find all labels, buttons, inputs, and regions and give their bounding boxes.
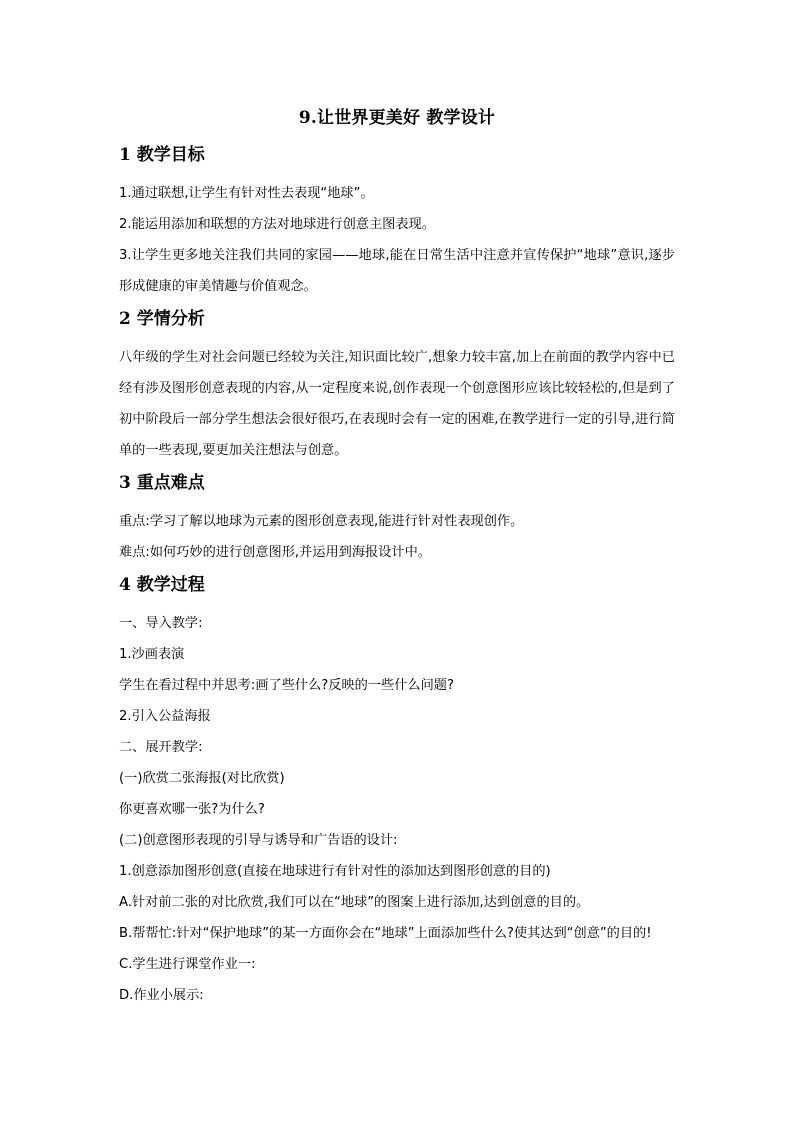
section-body-analysis (119, 342, 675, 466)
document-content (119, 104, 675, 1015)
paragraph: 1.沙画表演 (119, 647, 185, 662)
paragraph: 1.通过联想,让学生有针对性去表现“地球”。 (119, 186, 374, 201)
section-body-process (119, 608, 675, 1011)
section-heading-key-points: 3 重点难点 (119, 473, 205, 493)
paragraph: 重点:学习了解以地球为元素的图形创意表现,能进行针对性表现创作。 (119, 514, 524, 529)
paragraph: 3.让学生更多地关注我们共同的家园——地球,能在日常生活中注意并宣传保护“地球”意识,逐步形成健康的审美情趣与价值观念。 (119, 248, 675, 294)
paragraph: 2.引入公益海报 (119, 709, 211, 724)
section-heading-analysis: 2 学情分析 (119, 309, 205, 329)
paragraph: 一、导入教学: (119, 616, 203, 631)
paragraph: 1.创意添加图形创意(直接在地球进行有针对性的添加达到图形创意的目的) (119, 864, 551, 879)
paragraph: (二)创意图形表现的引导与诱导和广告语的设计: (119, 833, 398, 848)
section-heading-objectives: 1 教学目标 (119, 145, 205, 165)
section-heading-process: 4 教学过程 (119, 575, 205, 595)
paragraph: D.作业小展示: (119, 988, 204, 1003)
paragraph: 2.能运用添加和联想的方法对地球进行创意主图表现。 (119, 217, 435, 232)
paragraph: (一)欣赏二张海报(对比欣赏) (119, 771, 285, 786)
paragraph: A.针对前二张的对比欣赏,我们可以在“地球”的图案上进行添加,达到创意的目的。 (119, 895, 590, 910)
paragraph: 八年级的学生对社会问题已经较为关注,知识面比较广,想象力较丰富,加上在前面的教学内容中已经有涉及图形创意表现的内容,从一定程度来说,创作表现一个创意图形应该比较轻松的,但是到了初中阶段后一部分学生想法会很好很巧,在表现时会有一定的困难,在教学进行一定的引导,进行简单的一些表现,要更加关注想法与创意。 (119, 350, 675, 458)
document-title: 9.让世界更美好 教学设计 (298, 108, 496, 128)
paragraph: 二、展开教学: (119, 740, 203, 755)
paragraph: 你更喜欢哪一张?为什么? (119, 802, 265, 817)
paragraph: 学生在看过程中并思考:画了些什么?反映的一些什么问题? (119, 678, 454, 693)
paragraph: 难点:如何巧妙的进行创意图形,并运用到海报设计中。 (119, 545, 431, 560)
paragraph: C.学生进行课堂作业一: (119, 957, 256, 972)
section-body-objectives (119, 178, 675, 302)
paragraph: B.帮帮忙:针对“保护地球”的某一方面你会在“地球”上面添加些什么?使其达到“创意”的目的! (119, 926, 652, 941)
section-body-key-points (119, 506, 675, 568)
